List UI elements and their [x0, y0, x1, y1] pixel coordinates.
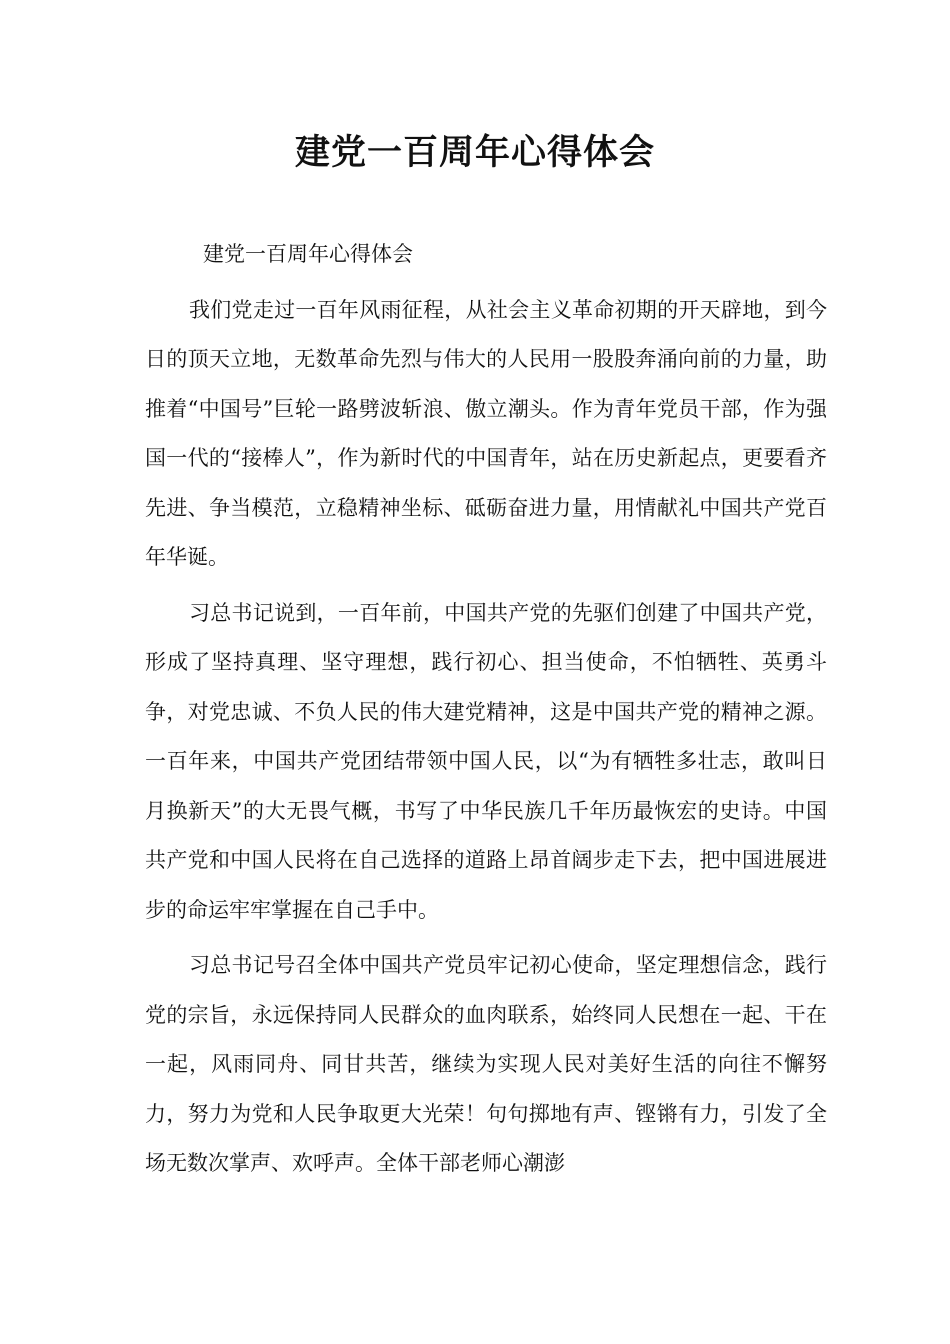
document-subtitle: 建党一百周年心得体会	[203, 242, 413, 266]
paragraph-2: 习总书记说到，一百年前，中国共产党的先驱们创建了中国共产党，形成了坚持真理、坚守理想，践行初心、担当使命，不怕牺牲、英勇斗争，对党忠诚、不负人民的伟大建党精神，这是中国共产党的精神之源。一百年来，中国共产党团结带领中国人民，以“为有牺牲多壮志，敢叫日月换新天”的大无畏气概，书写了中华民族几千年历最恢宏的史诗。中国共产党和中国人民将在自己选择的道路上昂首阔步走下去，把中国进展进步的命运牢牢掌握在自己手中。	[145, 600, 827, 922]
paragraph-1: 我们党走过一百年风雨征程，从社会主义革命初期的开天辟地，到今日的顶天立地，无数革命先烈与伟大的人民用一股股奔涌向前的力量，助推着“中国号”巨轮一路劈波斩浪、傲立潮头。作为青年党员干部，作为强国一代的“接棒人”，作为新时代的中国青年，站在历史新起点，更要看齐先进、争当模范，立稳精神坐标、砥砺奋进力量，用情献礼中国共产党百年华诞。	[145, 297, 827, 569]
paragraph-3: 习总书记号召全体中国共产党员牢记初心使命，坚定理想信念，践行党的宗旨，永远保持同人民群众的血肉联系，始终同人民想在一起、干在一起，风雨同舟、同甘共苦，继续为实现人民对美好生活的向往不懈努力，努力为党和人民争取更大光荣！句句掷地有声、铿锵有力，引发了全场无数次掌声、欢呼声。全体干部老师心潮澎	[145, 953, 827, 1175]
document-body	[145, 230, 827, 1189]
document-title: 建党一百周年心得体会	[294, 133, 655, 173]
